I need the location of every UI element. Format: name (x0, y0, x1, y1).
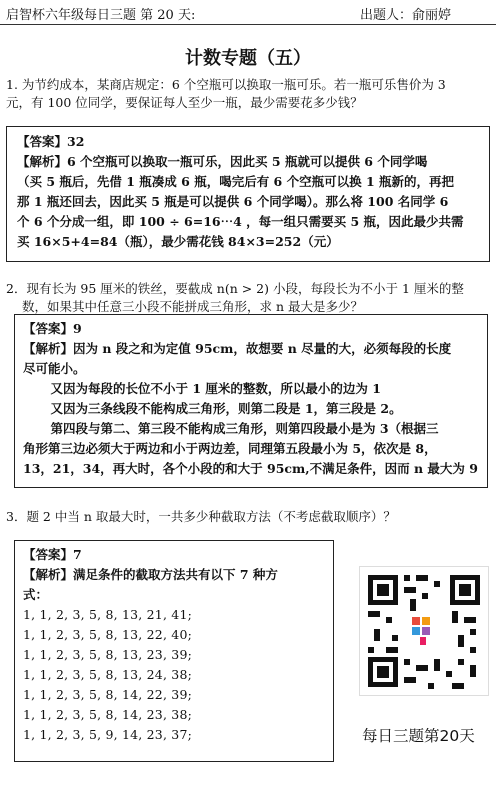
sequence-item: 1, 1, 2, 3, 5, 8, 13, 21, 41; (23, 607, 193, 622)
qr-caption: 每日三题第20天 (362, 727, 475, 745)
page-title: 计数专题（五） (185, 48, 311, 69)
qr-code-icon (359, 566, 489, 696)
analysis-line: 式： (23, 587, 49, 602)
analysis-line: 第四段与第二、第三段不能构成三角形，则第四段最小是为 3（根据三 (50, 421, 439, 436)
sequence-item: 1, 1, 2, 3, 5, 8, 13, 23, 39; (23, 647, 193, 662)
sequence-item: 1, 1, 2, 3, 5, 8, 14, 23, 38; (23, 707, 193, 722)
analysis-line: 买 16×5+4=84（瓶），最少需花钱 84×3=252（元） (17, 234, 339, 249)
analysis-line: 那 1 瓶还回去，因此买 5 瓶是可以提供 6 个同学喝）。那么将 100 名同学 6 (17, 194, 449, 209)
question-1-line: 元，有 100 位同学，要保证每人至少一瓶，最少需要花多少钱？ (6, 95, 363, 110)
header-left: 启智杯六年级每日三题 第 20 天: (6, 8, 196, 23)
question-3 (6, 508, 490, 526)
answer-label: 【答案】9 (23, 321, 82, 336)
question-1 (6, 76, 490, 112)
analysis-line: 又因为三条线段不能构成三角形，则第二段是 1，第三段是 2。 (50, 401, 402, 416)
answer-box-2 (14, 314, 488, 488)
analysis-line: 个 6 个分成一组，即 100 ÷ 6=16⋯4 ，每一组只需要买 5 瓶，因此最少共需 (17, 214, 464, 229)
question-2-line: 数，如果其中任意三小段不能拼成三角形，求 n 最大是多少？ (22, 299, 363, 314)
analysis-line: 尽可能小。 (23, 361, 86, 376)
sequence-list (23, 605, 325, 745)
analysis-line: 【解析】满足条件的截取方法共有以下 7 种方 (23, 567, 278, 582)
answer-label: 【答案】32 (17, 134, 85, 149)
analysis-line: 【解析】6 个空瓶可以换取一瓶可乐，因此买 5 瓶就可以提供 6 个同学喝 (17, 154, 428, 169)
question-3-line: 3．题 2 中当 n 取最大时，一共多少种截取方法（不考虑截取顺序）？ (6, 509, 396, 524)
question-2-line: 2．现有长为 95 厘米的铁丝，要截成 n(n > 2) 小段，每段长为不小于 1 厘米的整 (6, 281, 464, 296)
question-2 (6, 280, 490, 316)
analysis-line: 又因为每段的长位不小于 1 厘米的整数，所以最小的边为 1 (50, 381, 381, 396)
sequence-item: 1, 1, 2, 3, 5, 8, 13, 24, 38; (23, 667, 193, 682)
sequence-item: 1, 1, 2, 3, 5, 8, 14, 22, 39; (23, 687, 193, 702)
sequence-item: 1, 1, 2, 3, 5, 8, 13, 22, 40; (23, 627, 193, 642)
analysis-line: 【解析】因为 n 段之和为定值 95cm，故想要 n 尽量的大，必须每段的长度 (23, 341, 452, 356)
analysis-line: （买 5 瓶后，先借 1 瓶凑成 6 瓶，喝完后有 6 个空瓶可以换 1 瓶新的，再把 (17, 174, 455, 189)
header-divider (0, 24, 496, 25)
answer-box-3 (14, 540, 334, 762)
header-author: 出题人：俞丽婷 (360, 8, 452, 23)
answer-box-1 (6, 126, 490, 262)
analysis-line: 13，21，34，再大时，各个小段的和大于 95cm,不满足条件，因而 n 最大为 9 (23, 461, 478, 476)
question-1-line: 1. 为节约成本，某商店规定：6 个空瓶可以换取一瓶可乐。若一瓶可乐售价为 3 (6, 77, 446, 92)
answer-label: 【答案】7 (23, 547, 82, 562)
sequence-item: 1, 1, 2, 3, 5, 9, 14, 23, 37; (23, 727, 193, 742)
analysis-line: 角形第三边必须大于两边和小于两边差，同理第五段最小为 5，依次是 8， (23, 441, 437, 456)
